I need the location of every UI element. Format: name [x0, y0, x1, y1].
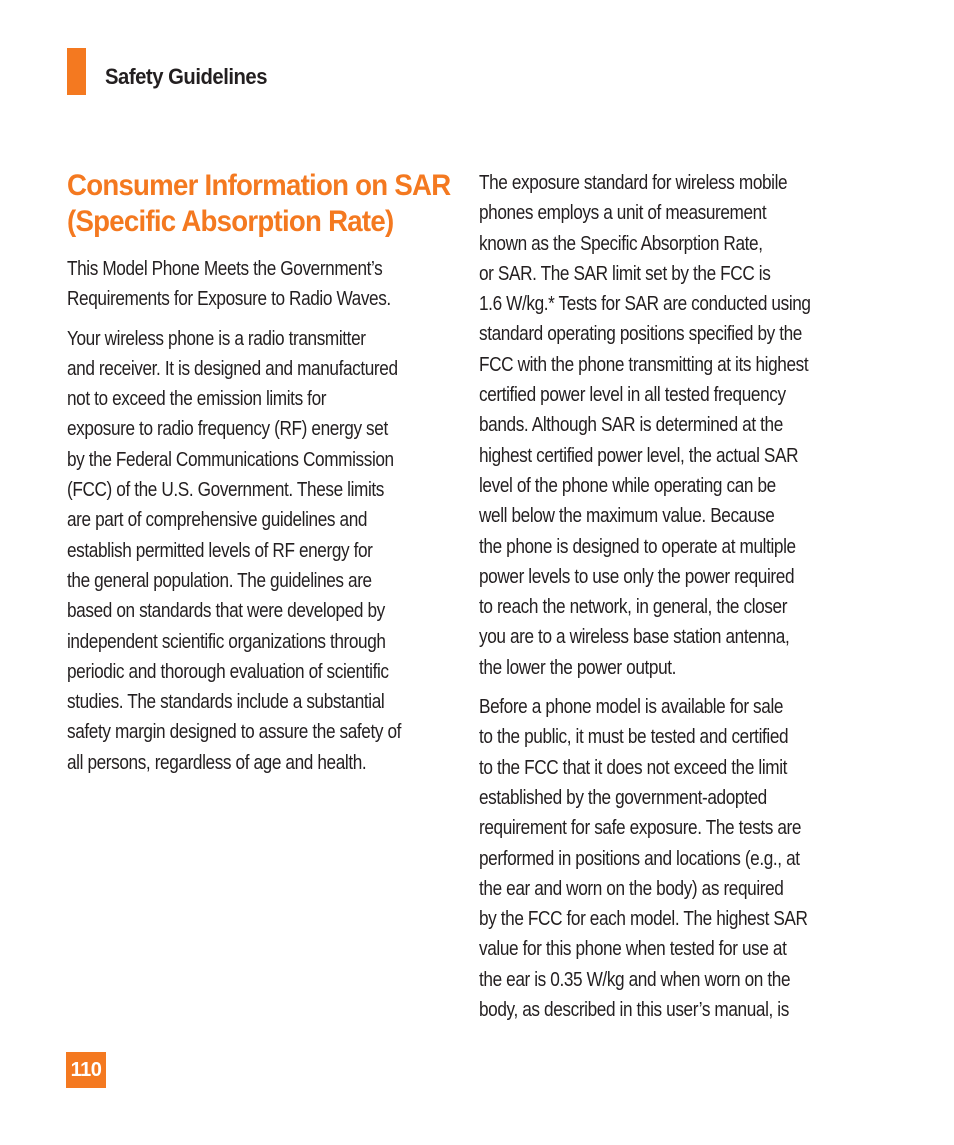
body-paragraph: The exposure standard for wireless mobile phones employs a unit of measurement known as the Specific Absorption Rate, or SAR. The SAR limit set by the FCC is 1.6 W/kg.* Tests for SAR are conducted using standard operating positions specified by the FCC with the phone transmitting at its highest certified power level in all tested frequency bands. Although SAR is determined at the highest certified power level, the actual SAR level of the phone while operating can be well below the maximum value. Because the phone is designed to operate at multiple power levels to use only the power required to reach the network, in general, the closer you are to a wireless base station antenna, the lower the power output.: [479, 172, 811, 679]
body-paragraph: Your wireless phone is a radio transmitter and receiver. It is designed and manufactured not to exceed the emission limits for exposure to radio frequency (RF) energy set by the Federal Communications Commission (FCC) of the U.S. Government. These limits are part of comprehensive guidelines and establish permitted levels of RF energy for the general population. The guidelines are based on standards that were developed by independent scientific organizations through periodic and thorough evaluation of scientific studies. The standards include a substantial safety margin designed to assure the safety of all persons, regardless of age and health.: [67, 327, 402, 774]
section-label: Safety Guidelines: [105, 64, 268, 89]
right-column: [479, 168, 899, 1034]
page-heading: Consumer Information on SAR (Specific Absorption Rate): [67, 169, 451, 238]
body-paragraph: Before a phone model is available for sale to the public, it must be tested and certified to the FCC that it does not exceed the limit established by the government-adopted requirement for safe exposure. The tests are performed in positions and locations (e.g., at the ear and worn on the body) as required by the FCC for each model. The highest SAR value for this phone when tested for use at the ear is 0.35 W/kg and when worn on the body, as described in this user’s manual, is: [479, 696, 808, 1022]
page-number: 110: [66, 1052, 106, 1088]
section-marker-bar: [67, 48, 86, 95]
left-column: [67, 168, 459, 787]
intro-paragraph: This Model Phone Meets the Government’s Requirements for Exposure to Radio Waves.: [67, 258, 391, 311]
